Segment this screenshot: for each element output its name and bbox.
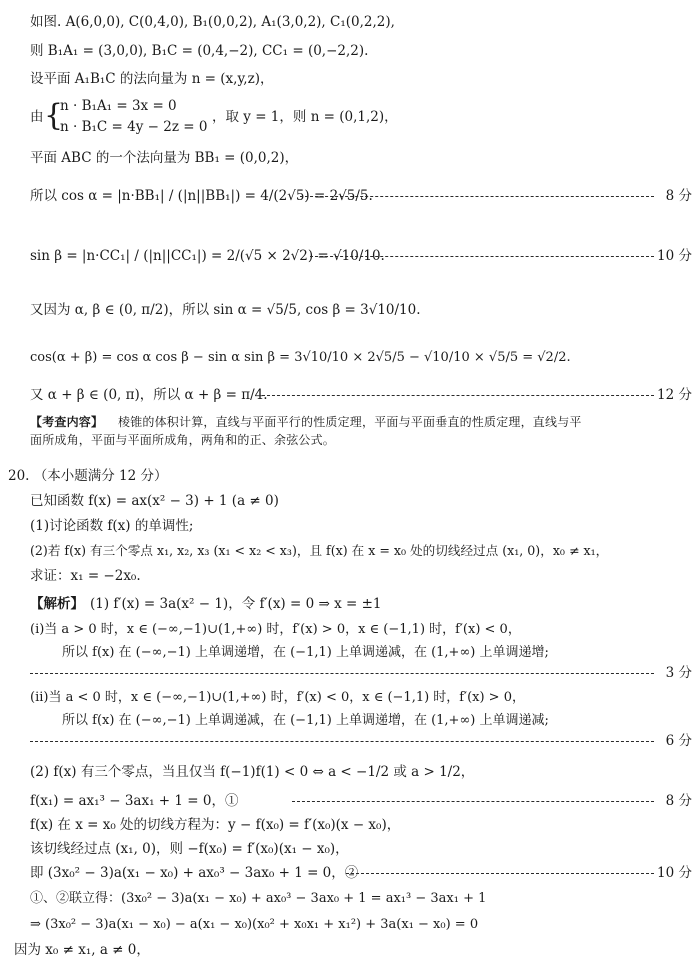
score-6: 6 分 (665, 733, 692, 749)
dashed-leader (300, 196, 654, 197)
angle-sum-line (0, 385, 692, 405)
equation-2: n · B₁C = 4y − 2z = 0 (60, 119, 208, 135)
question-1-text: (1)讨论函数 f(x) 的单调性; (30, 518, 194, 534)
abc-normal-line (0, 148, 692, 168)
implies-line (0, 915, 692, 935)
question-1 (0, 516, 692, 536)
cos-sum-line (0, 348, 692, 368)
equation-1: n · B₁A₁ = 3x = 0 (60, 98, 177, 114)
kaocha-content-1: 棱锥的体积计算，直线与平面平行的性质定理，平面与平面垂直的性质定理，直线与平 (118, 415, 582, 429)
question-2-text: (2)若 f(x) 有三个零点 x₁, x₂, x₃ (x₁ < x₂ < x₃)，且 f(x) 在 x = x₀ 处的切线经过点 (x₁, 0)，x₀ ≠ x₁， (30, 543, 609, 558)
because-line (0, 940, 692, 960)
equation-1-line (0, 791, 692, 811)
kaocha-content-2: 面所成角，平面与平面所成角，两角和的正、余弦公式。 (30, 433, 336, 447)
kaocha-line-1 (0, 412, 692, 432)
dashed-leader (262, 395, 654, 396)
combine-text: ①、②联立得：(3x₀² − 3)a(x₁ − x₀) + ax₀³ − 3ax₀ + 1 = ax₁³ − 3ax₁ + 1 (30, 891, 487, 906)
implies-text: ⇒ (3x₀² − 3)a(x₁ − x₀) − a(x₁ − x₀)(x₀² + x₀x₁ + x₁²) + 3a(x₁ − x₀) = 0 (30, 917, 479, 932)
score-3: 3 分 (665, 665, 692, 681)
question-2-goal (0, 566, 692, 586)
normal-vector-setup-text: 设平面 A₁B₁C 的法向量为 n = (x,y,z)， (30, 71, 274, 87)
part-2-condition-text: (2) f(x) 有三个零点，当且仅当 f(−1)f(1) < 0 ⇔ a < −1/2 或 a > 1/2， (30, 764, 475, 780)
abc-normal-text: 平面 ABC 的一个法向量为 BB₁ = (0,0,2)， (30, 150, 299, 166)
dashed-leader (346, 873, 654, 874)
score-10b: 10 分 (657, 865, 692, 881)
tangent-line-eq-text: f(x) 在 x = x₀ 处的切线方程为：y − f(x₀) = f′(x₀)(x − x₀)， (30, 817, 401, 833)
sin-beta-line (0, 246, 692, 266)
part-2-condition (0, 762, 692, 782)
function-def (0, 491, 692, 511)
cos-sum-text: cos(α + β) = cos α cos β − sin α sin β = 3√10/10 × 2√5/5 − √10/10 × √5/5 = √2/2. (30, 350, 571, 365)
case-i-text-1: (i)当 a > 0 时，x ∈ (−∞,−1)∪(1,+∞) 时，f′(x) > 0，x ∈ (−1,1) 时，f′(x) < 0， (30, 622, 521, 637)
case-ii-score-line (0, 731, 692, 751)
angle-range-text: 又因为 α, β ∈ (0, π/2)，所以 sin α = √5/5, cos β = 3√10/10. (30, 302, 421, 318)
kaocha-line-2 (0, 430, 692, 450)
question-2-goal-text: 求证：x₁ = −2x₀. (30, 568, 141, 584)
score-8b: 8 分 (665, 793, 692, 809)
dashed-leader (30, 673, 654, 674)
coords-text: 如图. A(6,0,0), C(0,4,0), B₁(0,0,2), A₁(3,0,2), C₁(0,2,2), (30, 14, 395, 30)
dashed-leader (292, 801, 654, 802)
solution-header (0, 594, 692, 614)
angle-range-line (0, 300, 692, 320)
tangent-line-eq (0, 815, 692, 835)
jiexi-label: 【解析】 (30, 596, 84, 612)
equation-2-text: 即 (3x₀² − 3)a(x₁ − x₀) + ax₀³ − 3ax₀ + 1 = 0，② (30, 865, 359, 881)
angle-sum-text: 又 α + β ∈ (0, π)，所以 α + β = π/4. (30, 387, 268, 403)
cos-alpha-text: 所以 cos α = |n·BB₁| / (|n||BB₁|) = 4/(2√5) = 2√5/5. (30, 188, 373, 204)
derivative-text: (1) f′(x) = 3a(x² − 1)，令 f′(x) = 0 ⇒ x = ±1 (90, 596, 382, 612)
case-ii-text-1: (ii)当 a < 0 时，x ∈ (−∞,−1)∪(1,+∞) 时，f′(x) < 0，x ∈ (−1,1) 时，f′(x) > 0， (30, 690, 525, 705)
case-i-line-2 (0, 643, 692, 663)
problem-20-title-text: 20. （本小题满分 12 分） (8, 468, 168, 484)
problem-20-title (0, 466, 692, 486)
case-ii-line-1 (0, 688, 692, 708)
dashed-leader (310, 256, 654, 257)
function-def-text: 已知函数 f(x) = ax(x² − 3) + 1 (a ≠ 0) (30, 493, 279, 509)
sin-beta-text: sin β = |n·CC₁| / (|n||CC₁|) = 2/(√5 × 2√2) = √10/10. (30, 248, 385, 264)
case-ii-line-2 (0, 711, 692, 731)
case-i-score-line (0, 663, 692, 683)
kaocha-label: 【考查内容】 (30, 415, 104, 429)
system-of-equations (0, 96, 692, 138)
tangent-passes (0, 839, 692, 859)
case-i-text-2: 所以 f(x) 在 (−∞,−1) 上单调递增，在 (−1,1) 上单调递减，在 (1,+∞) 上单调递增; (62, 645, 549, 660)
system-prefix: 由 (30, 109, 44, 125)
score-8: 8 分 (665, 188, 692, 204)
left-brace: { (44, 98, 64, 133)
equation-1-text: f(x₁) = ax₁³ − 3ax₁ + 1 = 0，① (30, 793, 239, 809)
score-12: 12 分 (657, 387, 692, 403)
question-2 (0, 541, 692, 561)
tangent-passes-text: 该切线经过点 (x₁, 0)，则 −f(x₀) = f′(x₀)(x₁ − x₀)， (30, 841, 349, 857)
vectors-text: 则 B₁A₁ = (3,0,0), B₁C = (0,4,−2), CC₁ = (0,−2,2). (30, 43, 369, 59)
system-result: ，取 y = 1，则 n = (0,1,2)， (212, 109, 398, 125)
equation-2-line (0, 863, 692, 883)
case-ii-text-2: 所以 f(x) 在 (−∞,−1) 上单调递减，在 (−1,1) 上单调递增，在 (1,+∞) 上单调递减; (62, 713, 549, 728)
coords-line (0, 12, 692, 32)
dashed-leader (30, 741, 654, 742)
normal-vector-setup (0, 69, 692, 89)
score-10: 10 分 (657, 248, 692, 264)
vectors-line (0, 41, 692, 61)
cos-alpha-line (0, 186, 692, 206)
case-i-line-1 (0, 620, 692, 640)
because-text: 因为 x₀ ≠ x₁, a ≠ 0， (14, 942, 150, 958)
combine-line (0, 889, 692, 909)
